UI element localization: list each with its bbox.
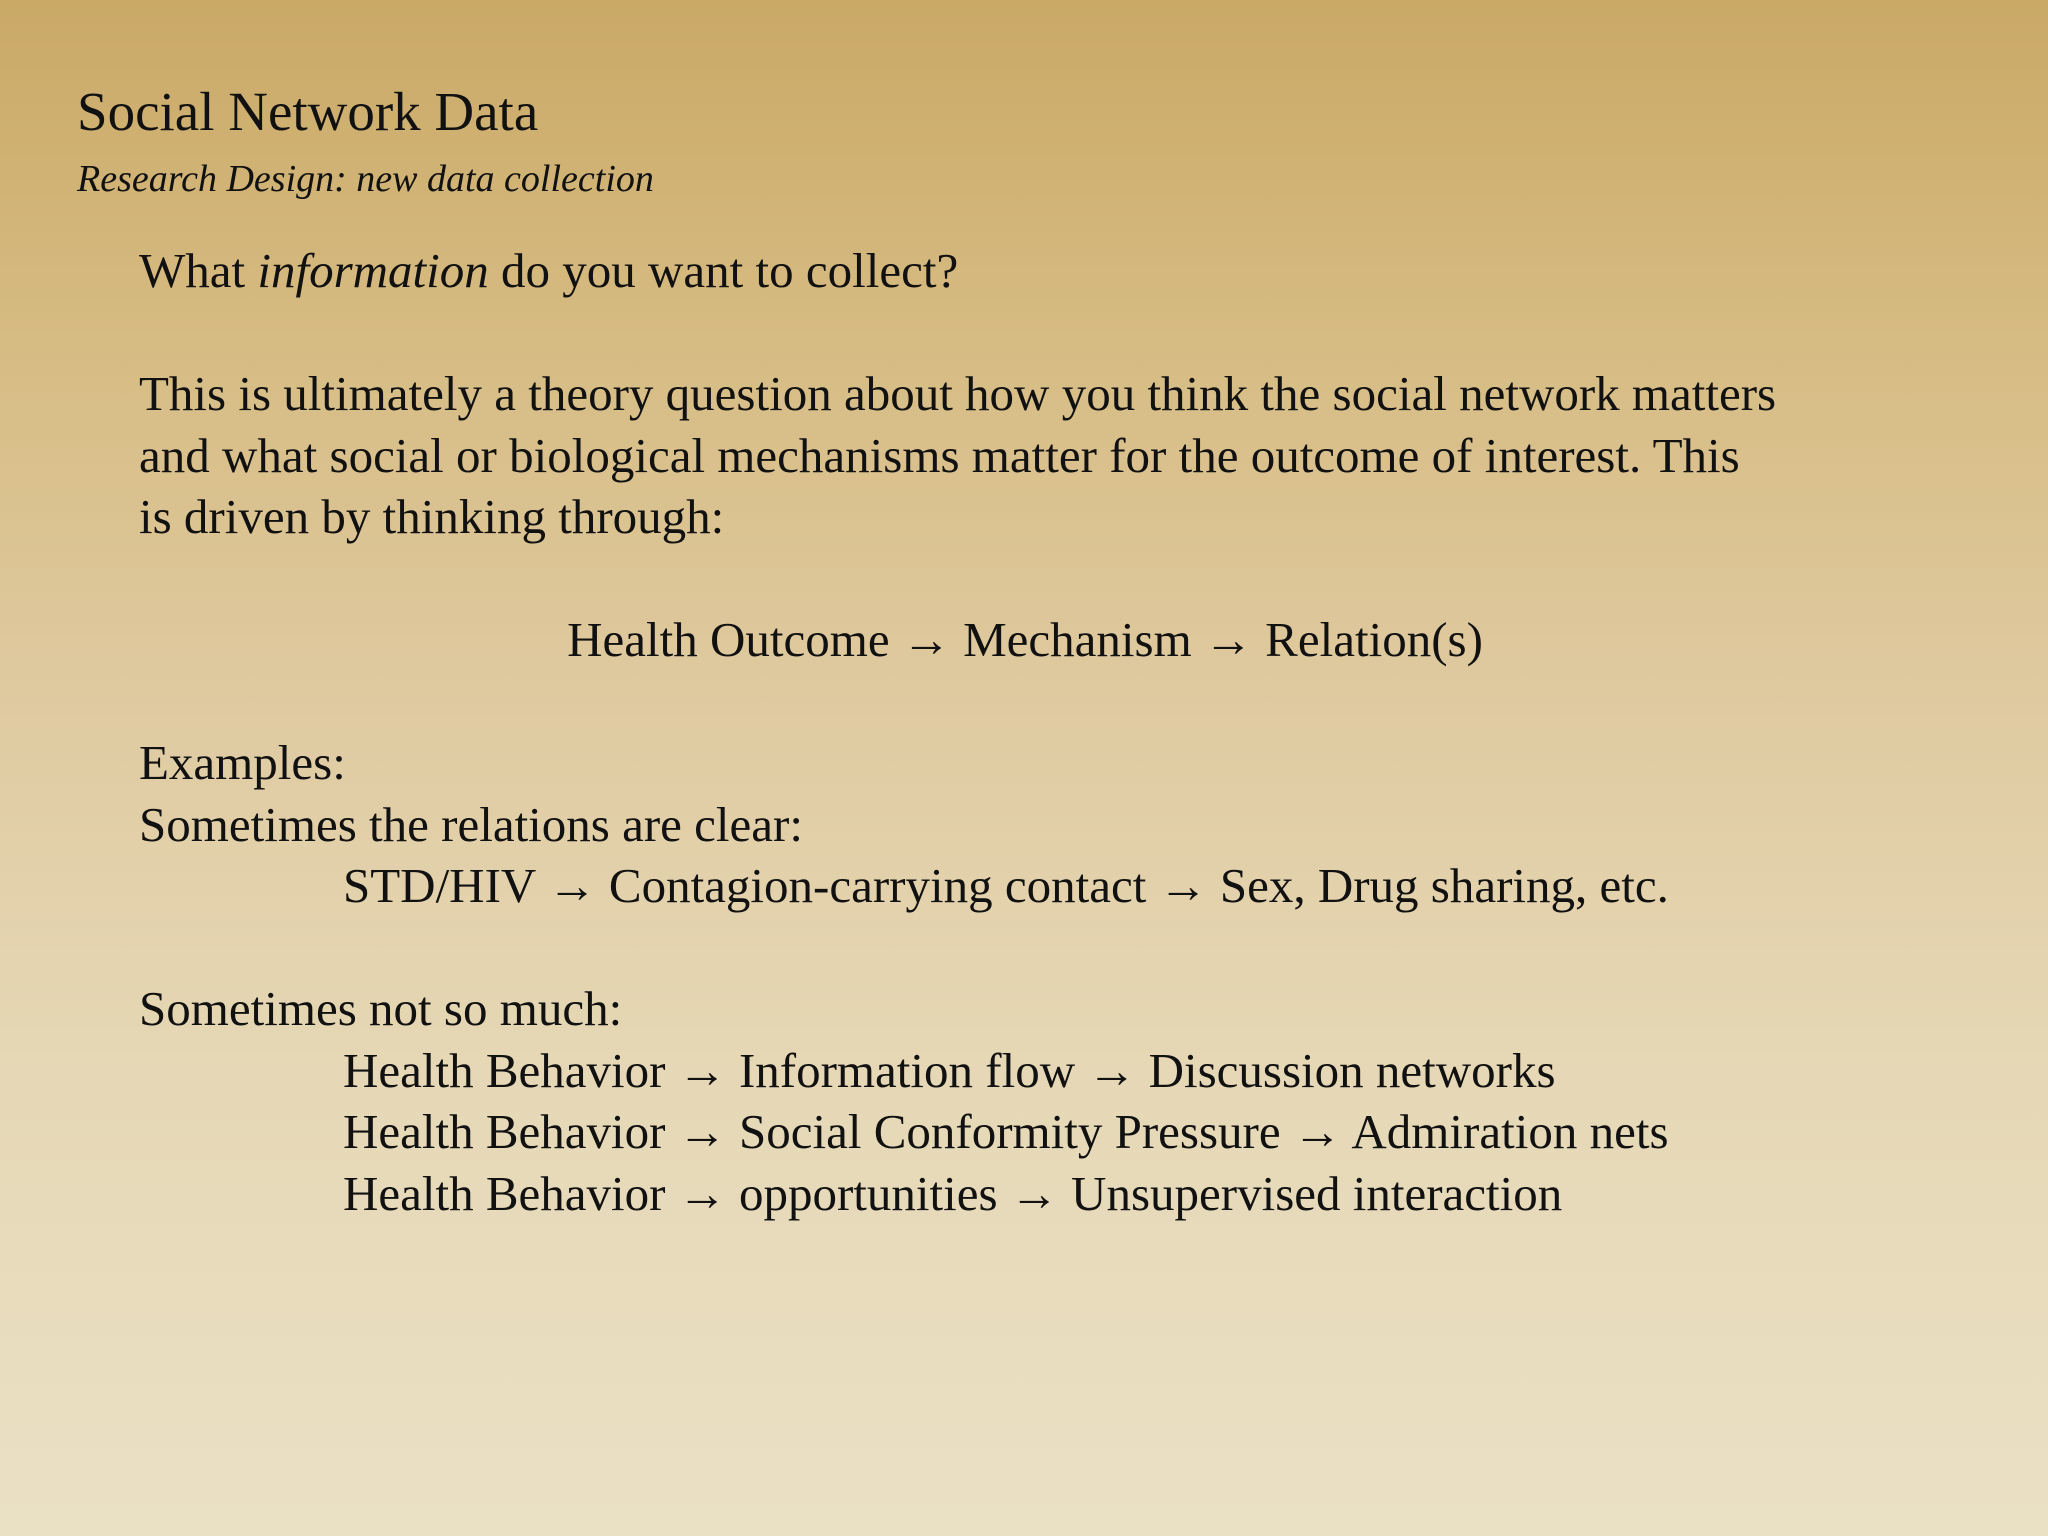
examples-heading: Examples: [139,735,346,790]
clear-example: STD/HIV → Contagion-carrying contact → Sex, Drug sharing, etc. [343,858,1669,913]
question-text-after: do you want to collect? [488,243,959,298]
paragraph-line: and what social or biological mechanisms matter for the outcome of interest. This [139,427,1740,483]
spacer [139,671,1939,733]
question-line [139,240,1939,302]
paragraph-line: This is ultimately a theory question about how you think the social network matters [139,366,1777,421]
not-clear-example: Health Behavior → opportunities → Unsupervised interaction [343,1165,1563,1221]
clear-heading: Sometimes the relations are clear: [139,796,803,852]
paragraph-line: is driven by thinking through: [139,489,725,544]
spacer [139,548,1939,610]
not-clear-heading: Sometimes not so much: [139,981,623,1036]
chain-line: Health Outcome → Mechanism → Relation(s) [567,612,1483,667]
spacer [139,917,1939,979]
slide-body [139,240,1939,1224]
slide-title: Social Network Data [77,81,539,142]
question-text-before: What [139,243,258,298]
not-clear-example: Health Behavior → Information flow → Discussion networks [343,1042,1556,1098]
question-emphasis: information [257,243,489,298]
not-clear-example: Health Behavior → Social Conformity Pressure → Admiration nets [343,1104,1669,1159]
slide-subtitle: Research Design: new data collection [77,158,654,200]
spacer [139,302,1939,364]
